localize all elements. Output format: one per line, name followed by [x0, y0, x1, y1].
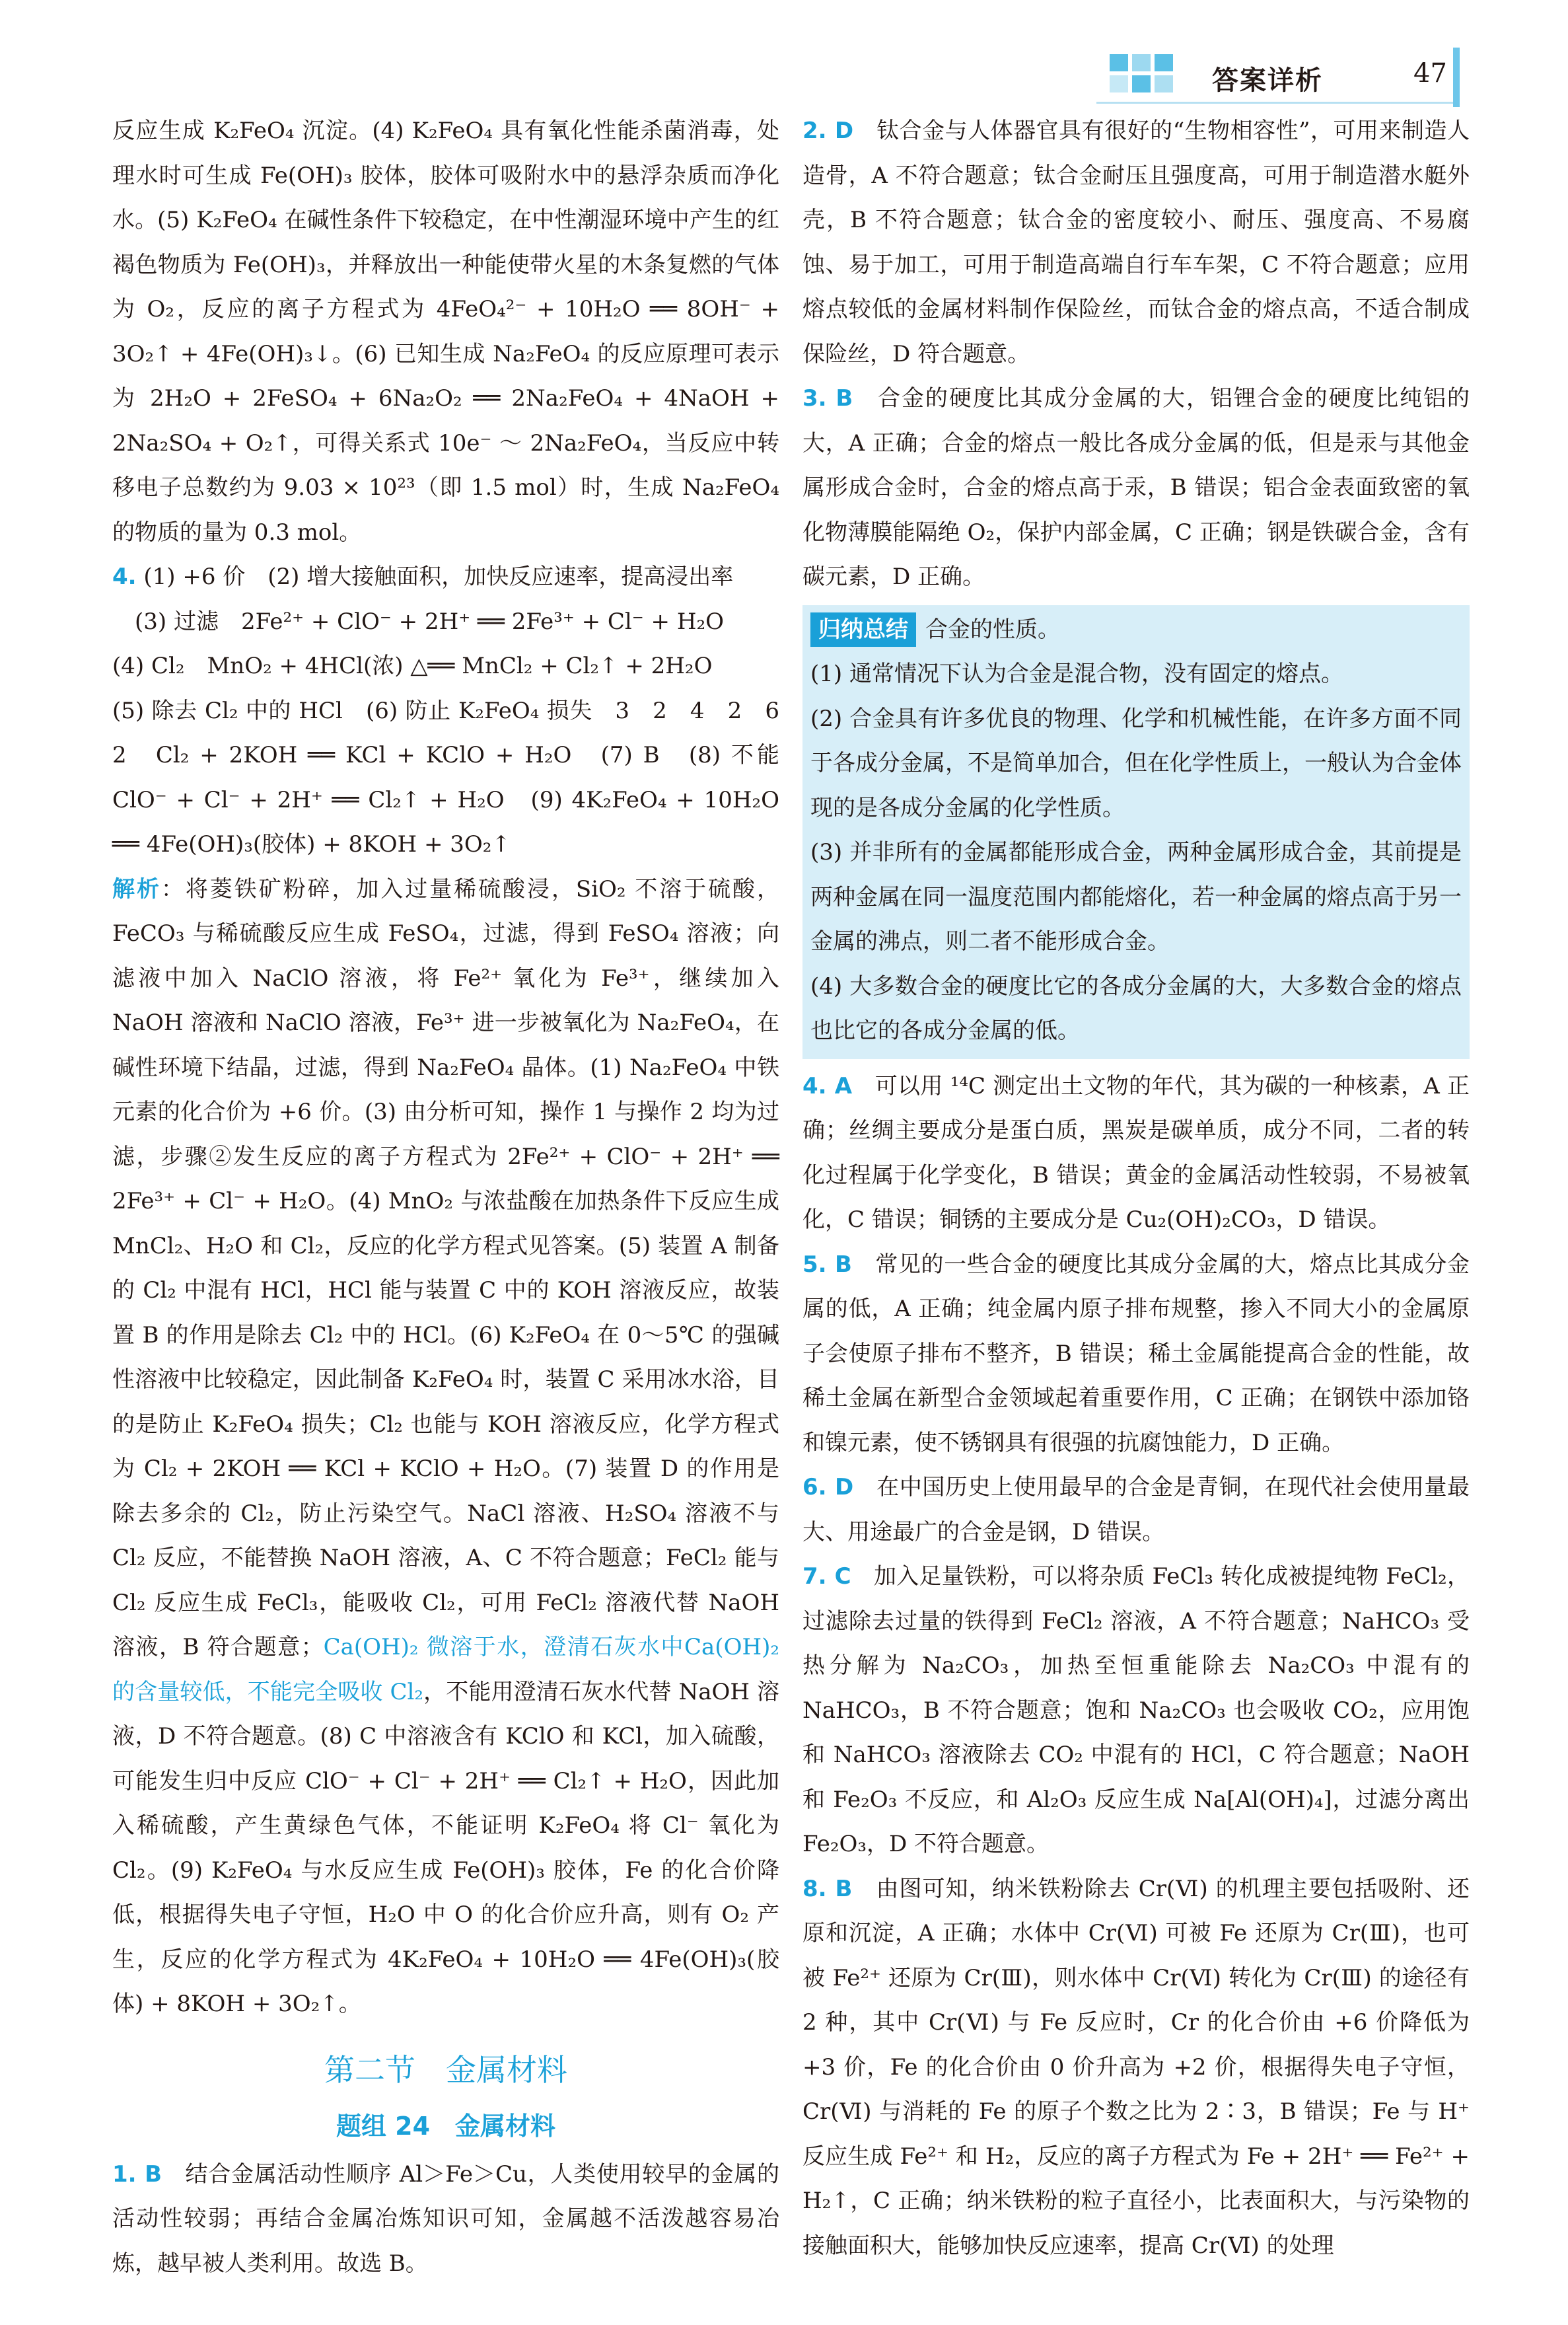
answer-2-text: 钛合金与人体器官具有很好的“生物相容性”，可用来制造人造骨，A 不符合题意；钛合金耐压且强度高，可用于制造潜水艇外壳，B 不符合题意；钛合金的密度较小、耐压、强度高、不易腐蚀、易于加工，可用于制造高端自行车车架，C 不符合题意；应用熔点较低的金属材料制作保险丝，而钛合金的熔点高，不适合制成保险丝，D 符合题意。 — [802, 118, 1470, 367]
analysis-text-1: ：将菱铁矿粉碎，加入过量稀硫酸浸，SiO₂ 不溶于硫酸，FeCO₃ 与稀硫酸反应生成 FeSO₄，过滤，得到 FeSO₄ 溶液；向滤液中加入 NaClO 溶液，将 Fe²⁺ 氧化为 Fe³⁺，继续加入 NaOH 溶液和 NaClO 溶液，Fe³⁺ 进一步被氧化为 Na₂FeO₄，在碱性环境下结晶，过滤，得到 Na₂FeO₄ 晶体。(1) Na₂FeO₄ 中铁元素的化合价为 +6 价。(3) 由分析可知，操作 1 与操作 2 均为过滤，步骤②发生反应的离子方程式为 2Fe²⁺ + ClO⁻ + 2H⁺ ══ 2Fe³⁺ + Cl⁻ + H₂O。(4) MnO₂ 与浓盐酸在加热条件下反应生成 MnCl₂、H₂O 和 Cl₂，反应的化学方程式见答案。(5) 装置 A 制备的 Cl₂ 中混有 HCl，HCl 能与装置 C 中的 KOH 溶液反应，故装置 B 的作用是除去 Cl₂ 中的 HCl。(6) K₂FeO₄ 在 0～5℃ 的强碱性溶液中比较稳定，因此制备 K₂FeO₄ 时，装置 C 采用冰水浴，目的是防止 K₂FeO₄ 损失；Cl₂ 也能与 KOH 溶液反应，化学方程式为 Cl₂ + 2KOH ══ KCl + KClO + H₂O。(7) 装置 D 的作用是除去多余的 Cl₂，防止污染空气。NaCl 溶液、H₂SO₄ 溶液不与 Cl₂ 反应，不能替换 NaOH 溶液，A、C 不符合题意；FeCl₂ 能与 Cl₂ 反应生成 FeCl₃，能吸收 Cl₂，可用 FeCl₂ 溶液代替 NaOH 溶液，B 符合题意； — [112, 875, 780, 1660]
paragraph-continued: 反应生成 K₂FeO₄ 沉淀。(4) K₂FeO₄ 具有氧化性能杀菌消毒，处理水时可生成 Fe(OH)₃ 胶体，胶体可吸附水中的悬浮杂质而净化水。(5) K₂FeO₄ 在碱性条件下较稳定，在中性潮湿环境中产生的红褐色物质为 Fe(OH)₃，并释放出一种能使带火星的木条复燃的气体为 O₂，反应的离子方程式为 4FeO₄²⁻ + 10H₂O ══ 8OH⁻ + 3O₂↑ + 4Fe(OH)₃↓。(6) 已知生成 Na₂FeO₄ 的反应原理可表示为 2H₂O + 2FeSO₄ + 6Na₂O₂ ══ 2Na₂FeO₄ + 4NaOH + 2Na₂SO₄ + O₂↑，可得关系式 10e⁻ ～ 2Na₂FeO₄，当反应中转移电子总数约为 9.03 × 10²³（即 1.5 mol）时，生成 Na₂FeO₄ 的物质的量为 0.3 mol。 — [112, 118, 779, 546]
answer-1 — [112, 2153, 779, 2287]
answer-4-line-2: (3) 过滤 2Fe²⁺ + ClO⁻ + 2H⁺ ══ 2Fe³⁺ + Cl⁻ + H₂O — [135, 608, 724, 635]
summary-header — [810, 608, 1462, 653]
header-decoration-icon — [1110, 54, 1189, 100]
answer-4-text: 可以用 ¹⁴C 测定出土文物的年代，其为碳的一种核素，A 正确；丝绸主要成分是蛋白质，黑炭是碳单质，成分不同，二者的转化过程属于化学变化，B 错误；黄金的金属活动性较弱，不易被氧化，C 错误；铜锈的主要成分是 Cu₂(OH)₂CO₃，D 错误。 — [802, 1072, 1470, 1233]
summary-item-2: (2) 合金具有许多优良的物理、化学和机械性能，在许多方面不同于各成分金属，不是简单加合，但在化学性质上，一般认为合金体现的是各成分金属的化学性质。 — [810, 705, 1462, 821]
analysis-text-2: ，不能用澄清石灰水代替 NaOH 溶液，D 不符合题意。(8) C 中溶液含有 KClO 和 KCl，加入硫酸，可能发生归中反应 ClO⁻ + Cl⁻ + 2H⁺ ══ Cl₂↑ + H₂O，因此加入稀硫酸，产生黄绿色气体，不能证明 K₂FeO₄ 将 Cl⁻ 氧化为 Cl₂。(9) K₂FeO₄ 与水反应生成 Fe(OH)₃ 胶体，Fe 的化合价降低，根据得失电子守恒，H₂O 中 O 的化合价应升高，则有 O₂ 产生，反应的化学方程式为 4K₂FeO₄ + 10H₂O ══ 4Fe(OH)₃(胶体) + 8KOH + 3O₂↑。 — [112, 1678, 779, 2017]
summary-label: 归纳总结 — [810, 612, 916, 647]
summary-box — [802, 605, 1470, 1059]
page-number: 47 — [1413, 58, 1447, 89]
answer-4-line-3: (4) Cl₂ MnO₂ + 4HCl(浓) △══ MnCl₂ + Cl₂↑ + 2H₂O — [112, 653, 713, 679]
answer-8 — [802, 1867, 1470, 2269]
answer-7 — [802, 1555, 1470, 1867]
right-column — [802, 109, 1470, 2268]
question-number: 1. B — [112, 2160, 162, 2188]
section-title: 第二节 金属材料 — [324, 2051, 567, 2088]
answer-5 — [802, 1243, 1470, 1466]
summary-item-1: (1) 通常情况下认为合金是混合物，没有固定的熔点。 — [810, 661, 1343, 687]
answer-6 — [802, 1465, 1470, 1555]
answer-8-text: 由图可知，纳米铁粉除去 Cr(Ⅵ) 的机理主要包括吸附、还原和沉淀，A 正确；水体中 Cr(Ⅵ) 可被 Fe 还原为 Cr(Ⅲ)，也可被 Fe²⁺ 还原为 Cr(Ⅲ)，则水体中 Cr(Ⅵ) 转化为 Cr(Ⅲ) 的途径有 2 种，其中 Cr(Ⅵ) 与 Fe 反应时，Cr 的化合价由 +6 价降低为 +3 价，Fe 的化合价由 0 价升高为 +2 价，根据得失电子守恒，Cr(Ⅵ) 与消耗的 Fe 的原子个数之比为 2∶3，B 错误；Fe 与 H⁺ 反应生成 Fe²⁺ 和 H₂，反应的离子方程式为 Fe + 2H⁺ ══ Fe²⁺ + H₂↑，C 正确；纳米铁粉的粒子直径小，比表面积大，与污染物的接触面积大，能够加快反应速率，提高 Cr(Ⅵ) 的处理 — [802, 1875, 1470, 2259]
page-header — [1096, 48, 1466, 100]
header-title: 答案详析 — [1212, 65, 1323, 96]
answer-4 — [802, 1064, 1470, 1243]
question-number: 7. C — [802, 1563, 851, 1590]
left-column — [112, 109, 802, 2286]
answer-7-text: 加入足量铁粉，可以将杂质 FeCl₃ 转化成被提纯物 FeCl₂，过滤除去过量的铁得到 FeCl₂ 溶液，A 不符合题意；NaHCO₃ 受热分解为 Na₂CO₃，加热至恒重能除去 Na₂CO₃ 中混有的 NaHCO₃，B 不符合题意；饱和 Na₂CO₃ 也会吸收 CO₂，应用饱和 NaHCO₃ 溶液除去 CO₂ 中混有的 HCl，C 符合题意；NaOH 和 Fe₂O₃ 不反应，和 Al₂O₃ 反应生成 Na[Al(OH)₄]，过滤分离出 Fe₂O₃，D 不符合题意。 — [802, 1563, 1470, 1857]
question-number: 4. — [112, 564, 137, 590]
answer-5-text: 常见的一些合金的硬度比其成分金属的大，熔点比其成分金属的低，A 正确；纯金属内原子排布规整，掺入不同大小的金属原子会使原子排布不整齐，B 错误；稀土金属能提高合金的性能，故稀土金属在新型合金领域起着重要作用，C 正确；在钢铁中添加铬和镍元素，使不锈钢具有很强的抗腐蚀能力，D 正确。 — [802, 1251, 1470, 1456]
summary-item-4: (4) 大多数合金的硬度比它的各成分金属的大，大多数合金的熔点也比它的各成分金属的低。 — [810, 973, 1462, 1044]
question-number: 6. D — [802, 1474, 854, 1500]
answer-6-text: 在中国历史上使用最早的合金是青铜，在现代社会使用量最大、用途最广的合金是钢，D 错误。 — [802, 1474, 1470, 1545]
question-number: 4. A — [802, 1072, 853, 1099]
summary-item-3: (3) 并非所有的金属都能形成合金，两种金属形成合金，其前提是两种金属在同一温度范围内都能熔化，若一种金属的熔点高于另一金属的沸点，则二者不能形成合金。 — [810, 839, 1462, 955]
summary-heading: 合金的性质。 — [925, 616, 1060, 643]
question-number: 2. D — [802, 118, 854, 144]
question-number: 8. B — [802, 1875, 853, 1902]
answer-4 — [112, 555, 779, 600]
answer-4-line-1: (1) +6 价 (2) 增大接触面积，加快反应速率，提高浸出率 — [143, 564, 734, 590]
subsection-title: 题组 24 金属材料 — [336, 2111, 556, 2141]
analysis-highlight: Ca(OH)₂ 微溶于水，澄清石灰水中Ca(OH)₂的含量较低，不能完全吸收 Cl₂ — [112, 1634, 779, 1705]
question-number: 3. B — [802, 385, 853, 412]
analysis-paragraph — [112, 867, 779, 2027]
header-bar — [1453, 48, 1460, 107]
analysis-label: 解析 — [112, 875, 161, 903]
answer-3 — [802, 377, 1470, 600]
answer-3-text: 合金的硬度比其成分金属的大，铝锂合金的硬度比纯铝的大，A 正确；合金的熔点一般比各成分金属的低，但是汞与其他金属形成合金时，合金的熔点高于汞，B 错误；铝合金表面致密的氧化物薄膜能隔绝 O₂，保护内部金属，C 正确；钢是铁碳合金，含有碳元素，D 正确。 — [802, 385, 1470, 590]
answer-4-line-4: (5) 除去 Cl₂ 中的 HCl (6) 防止 K₂FeO₄ 损失 3 2 4 2 6 2 Cl₂ + 2KOH ══ KCl + KClO + H₂O (7) B (8) 不能 ClO⁻ + Cl⁻ + 2H⁺ ══ Cl₂↑ + H₂O (9) 4K₂FeO₄ + 10H₂O ══ 4Fe(OH)₃(胶体) + 8KOH + 3O₂↑ — [112, 697, 802, 858]
answer-2 — [802, 109, 1470, 377]
question-number: 5. B — [802, 1251, 852, 1278]
header-rule — [1096, 102, 1453, 104]
answer-1-text: 结合金属活动性顺序 Al＞Fe＞Cu，人类使用较早的金属的活动性较弱；再结合金属冶炼知识可知，金属越不活泼越容易冶炼，越早被人类利用。故选 B。 — [112, 2160, 779, 2277]
